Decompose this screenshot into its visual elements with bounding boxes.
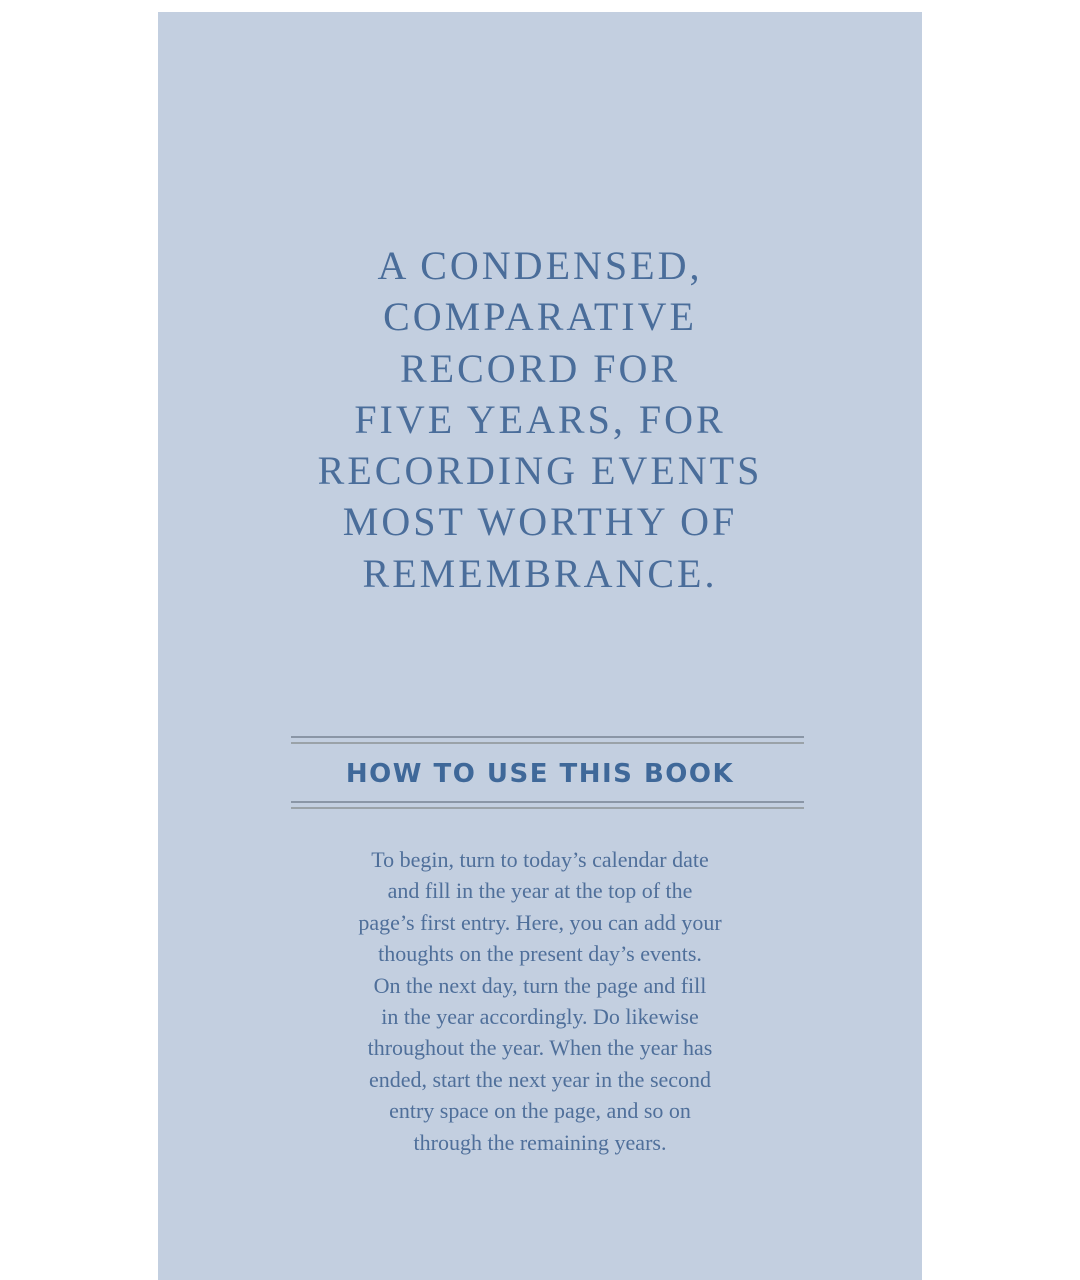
instructions-line: throughout the year. When the year has bbox=[367, 1035, 713, 1061]
instructions-line: entry space on the page, and so on bbox=[389, 1098, 691, 1124]
title-line-5: RECORDING EVENTS bbox=[317, 448, 763, 494]
rule-stroke bbox=[291, 807, 804, 809]
rule-stroke bbox=[291, 742, 804, 744]
bottom-double-rule-divider bbox=[291, 801, 804, 811]
rule-stroke bbox=[291, 801, 804, 803]
instructions-line: through the remaining years. bbox=[413, 1129, 667, 1155]
instructions-line: ended, start the next year in the second bbox=[368, 1066, 712, 1092]
instructions-line: in the year accordingly. Do likewise bbox=[381, 1004, 699, 1030]
top-double-rule-divider bbox=[291, 736, 804, 746]
section-heading: HOW TO USE THIS BOOK bbox=[345, 759, 735, 789]
instructions-line: and fill in the year at the top of the bbox=[387, 878, 693, 904]
instructions-line: thoughts on the present day’s events. bbox=[378, 941, 702, 967]
title-line-1: A CONDENSED, bbox=[377, 243, 703, 288]
title-line-7: REMEMBRANCE. bbox=[362, 550, 718, 596]
title-line-2: COMPARATIVE bbox=[383, 294, 697, 340]
instructions-paragraph bbox=[158, 844, 922, 1158]
instructions-line: To begin, turn to today’s calendar date bbox=[371, 847, 709, 872]
instructions-line: page’s first entry. Here, you can add your bbox=[358, 909, 722, 935]
rule-stroke bbox=[291, 736, 804, 738]
instructions-line: On the next day, turn the page and fill bbox=[373, 972, 707, 998]
book-page bbox=[158, 12, 922, 1280]
title-line-6: MOST WORTHY OF bbox=[342, 499, 738, 545]
page-title bbox=[158, 240, 922, 599]
title-line-4: FIVE YEARS, FOR bbox=[354, 396, 726, 442]
title-line-3: RECORD FOR bbox=[399, 345, 681, 391]
